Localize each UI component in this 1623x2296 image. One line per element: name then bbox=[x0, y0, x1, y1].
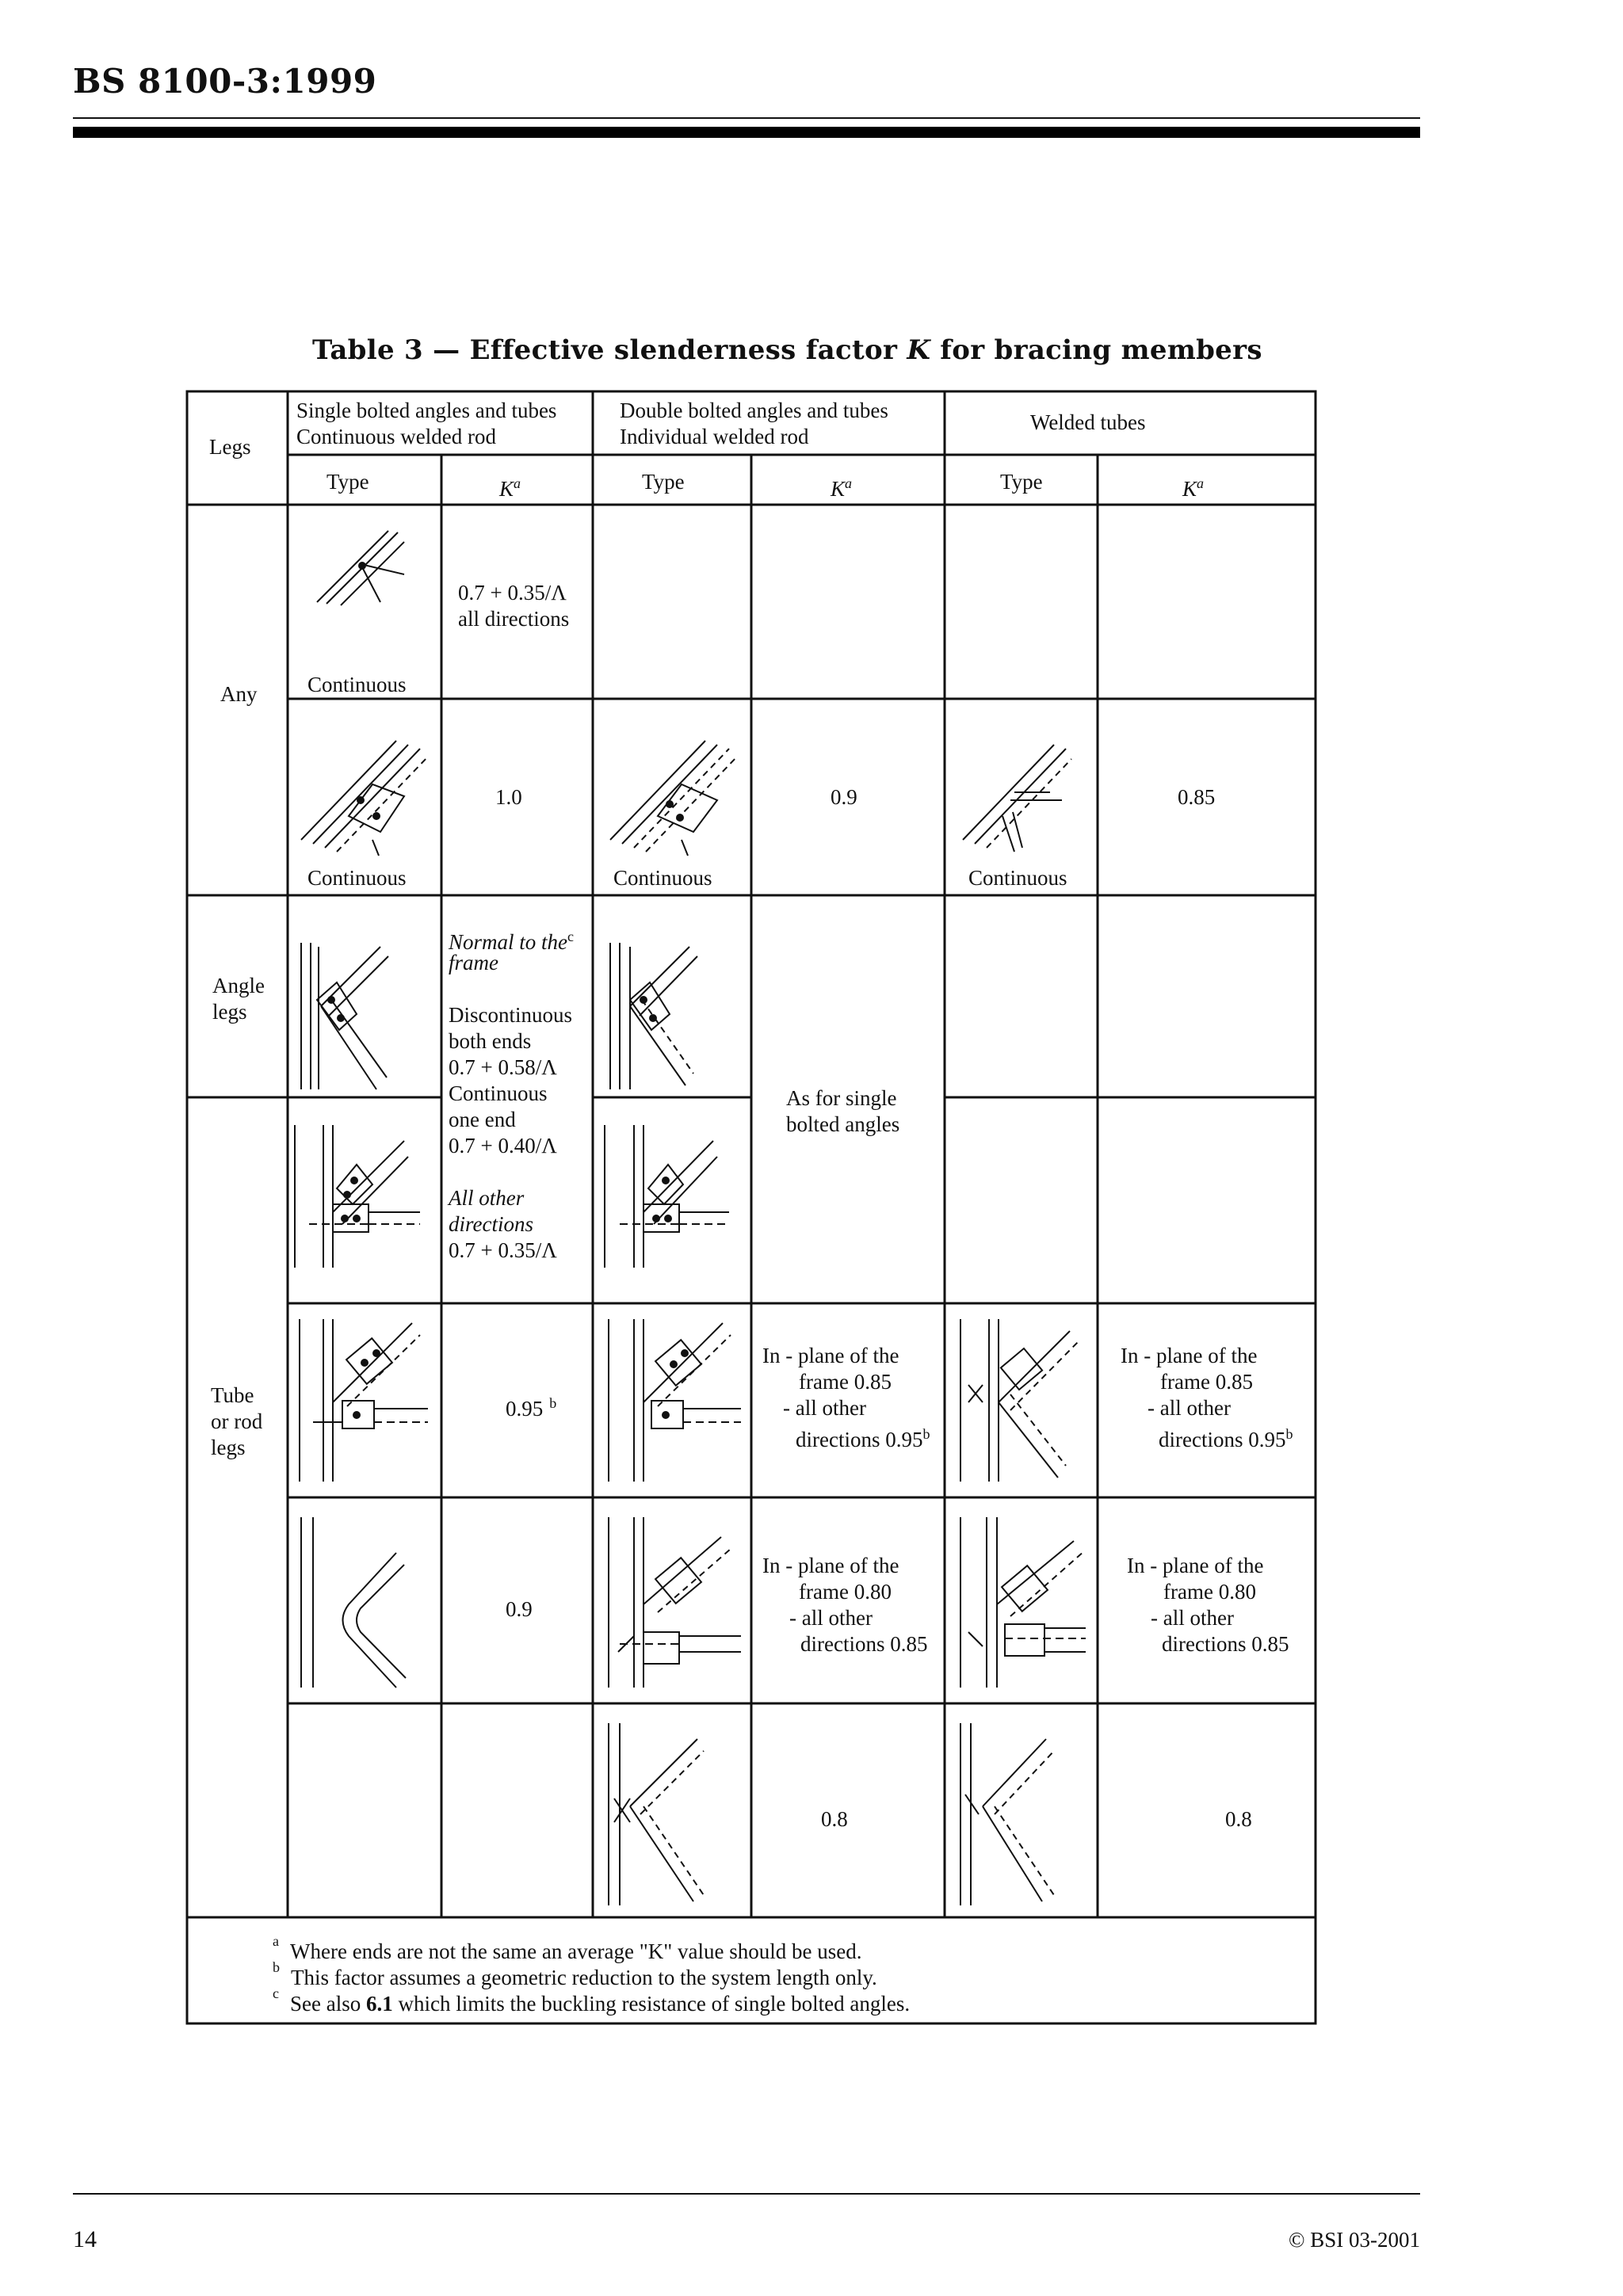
diagram-any-double-2 bbox=[610, 741, 737, 856]
footnote-b: $^b$ This factor assumes a geometric reduction to the system length only. bbox=[273, 1959, 877, 1989]
header-legs: Legs bbox=[209, 435, 251, 459]
angle-k-disc-1: Discontinuous bbox=[449, 1003, 573, 1027]
subheader-k-1: $K^a$ bbox=[499, 475, 521, 501]
tube-r2-welded-l2: frame 0.80 bbox=[1163, 1580, 1256, 1604]
tube-r1-double-l3: - all other bbox=[783, 1396, 866, 1420]
tube-r2-single-k: 0.9 bbox=[506, 1597, 533, 1621]
any-r1-k-line1: 0.7 + 0.35/Λ bbox=[458, 581, 567, 605]
any-r1-caption: Continuous bbox=[307, 673, 407, 696]
tube-r1-double-l2: frame 0.85 bbox=[799, 1370, 892, 1394]
tube-r2-welded-l1: In - plane of the bbox=[1127, 1554, 1264, 1577]
tube-r2-double-l2: frame 0.80 bbox=[799, 1580, 892, 1604]
diagram-any-single-1 bbox=[317, 531, 404, 605]
subheader-k-2: $K^a$ bbox=[831, 475, 853, 501]
angle-k-other-3: 0.7 + 0.35/Λ bbox=[449, 1238, 557, 1262]
any-r2-double-k: 0.9 bbox=[831, 785, 857, 809]
angle-k-normal-2: frame bbox=[449, 951, 498, 974]
any-r2-single-caption: Continuous bbox=[307, 866, 407, 890]
diagram-any-single-2 bbox=[301, 741, 428, 856]
any-r2-double-caption: Continuous bbox=[613, 866, 712, 890]
copyright: © BSI 03-2001 bbox=[1288, 2228, 1420, 2252]
diagram-tube-double-1 bbox=[609, 1319, 741, 1482]
diagram-tube-single-2 bbox=[301, 1517, 406, 1688]
row-label-tube-1: Tube bbox=[211, 1383, 254, 1407]
header-group3: Welded tubes bbox=[1030, 410, 1146, 434]
tube-r3-double-k: 0.8 bbox=[821, 1807, 848, 1831]
header-group1-line2: Continuous welded rod bbox=[296, 425, 496, 448]
tube-r1-double-l4: directions 0.95$^b$ bbox=[796, 1426, 930, 1451]
diagram-tube-double-2 bbox=[609, 1517, 741, 1688]
tube-r1-welded-l2: frame 0.85 bbox=[1160, 1370, 1253, 1394]
tube-r2-double-l4: directions 0.85 bbox=[800, 1632, 928, 1656]
diagram-angle-double-1 bbox=[610, 943, 697, 1089]
subheader-k-3: $K^a$ bbox=[1182, 475, 1205, 501]
row-label-tube-3: legs bbox=[211, 1436, 246, 1459]
diagram-any-welded-2 bbox=[963, 745, 1071, 852]
footer-rule bbox=[73, 2193, 1420, 2195]
diagram-angle-single-2 bbox=[295, 1125, 420, 1268]
table-title-suffix: for bracing members bbox=[930, 334, 1262, 366]
any-r2-welded-caption: Continuous bbox=[968, 866, 1067, 890]
row-label-angle-1: Angle bbox=[212, 974, 265, 997]
diagram-angle-double-2 bbox=[605, 1125, 729, 1268]
angle-k-cont-3: 0.7 + 0.40/Λ bbox=[449, 1134, 557, 1158]
header-group2-line2: Individual welded rod bbox=[620, 425, 809, 448]
row-label-tube-2: or rod bbox=[211, 1409, 263, 1433]
tube-r1-welded-l4: directions 0.95$^b$ bbox=[1159, 1426, 1293, 1451]
angle-k-disc-3: 0.7 + 0.58/Λ bbox=[449, 1055, 557, 1079]
angle-k-cont-1: Continuous bbox=[449, 1081, 548, 1105]
diagram-angle-single-1 bbox=[301, 943, 388, 1089]
table-title-prefix: Table 3 — Effective slenderness factor bbox=[312, 334, 907, 366]
any-r2-single-k: 1.0 bbox=[495, 785, 522, 809]
row-label-any: Any bbox=[220, 682, 258, 706]
tube-r1-welded-l1: In - plane of the bbox=[1121, 1344, 1258, 1367]
footnote-a: $^a$ Where ends are not the same an average "K" value should be used. bbox=[273, 1933, 862, 1963]
tube-r3-welded-k: 0.8 bbox=[1225, 1807, 1252, 1831]
page-number: 14 bbox=[73, 2226, 97, 2252]
tube-r2-double-l1: In - plane of the bbox=[762, 1554, 899, 1577]
angle-k-disc-2: both ends bbox=[449, 1029, 532, 1053]
footnote-c: $^c$ See also 6.1 which limits the buckling resistance of single bolted angles. bbox=[273, 1985, 911, 2016]
angle-k-other-1: All other bbox=[449, 1186, 525, 1210]
tube-r2-welded-l3: - all other bbox=[1151, 1606, 1234, 1630]
subheader-type-1: Type bbox=[327, 470, 369, 494]
diagram-tube-single-1 bbox=[300, 1319, 428, 1482]
header-group2-line1: Double bolted angles and tubes bbox=[620, 399, 888, 422]
diagram-tube-welded-3 bbox=[960, 1723, 1054, 1905]
angle-double-k-2: bolted angles bbox=[786, 1112, 900, 1136]
angle-k-normal-1: Normal to the$^c$ bbox=[449, 929, 575, 954]
subheader-type-3: Type bbox=[1000, 470, 1043, 494]
tube-r1-double-l1: In - plane of the bbox=[762, 1344, 899, 1367]
angle-double-k-1: As for single bbox=[786, 1086, 897, 1110]
any-r2-welded-k: 0.85 bbox=[1178, 785, 1216, 809]
any-r1-k-line2: all directions bbox=[458, 607, 570, 631]
angle-k-cont-2: one end bbox=[449, 1108, 516, 1131]
diagram-tube-double-3 bbox=[609, 1723, 704, 1905]
tube-r2-welded-l4: directions 0.85 bbox=[1162, 1632, 1289, 1656]
row-label-angle-2: legs bbox=[212, 1000, 247, 1024]
header-group1-line1: Single bolted angles and tubes bbox=[296, 399, 557, 422]
tube-r1-welded-l3: - all other bbox=[1148, 1396, 1231, 1420]
diagram-tube-welded-1 bbox=[960, 1319, 1079, 1482]
tube-r2-double-l3: - all other bbox=[789, 1606, 873, 1630]
table-title-var: K bbox=[907, 334, 931, 366]
subheader-type-2: Type bbox=[642, 470, 685, 494]
angle-k-other-2: directions bbox=[449, 1212, 533, 1236]
tube-r1-single-k: 0.95 $^b$ bbox=[506, 1395, 557, 1421]
document-code: BS 8100-3:1999 bbox=[73, 62, 377, 101]
diagram-tube-welded-2 bbox=[960, 1517, 1086, 1688]
